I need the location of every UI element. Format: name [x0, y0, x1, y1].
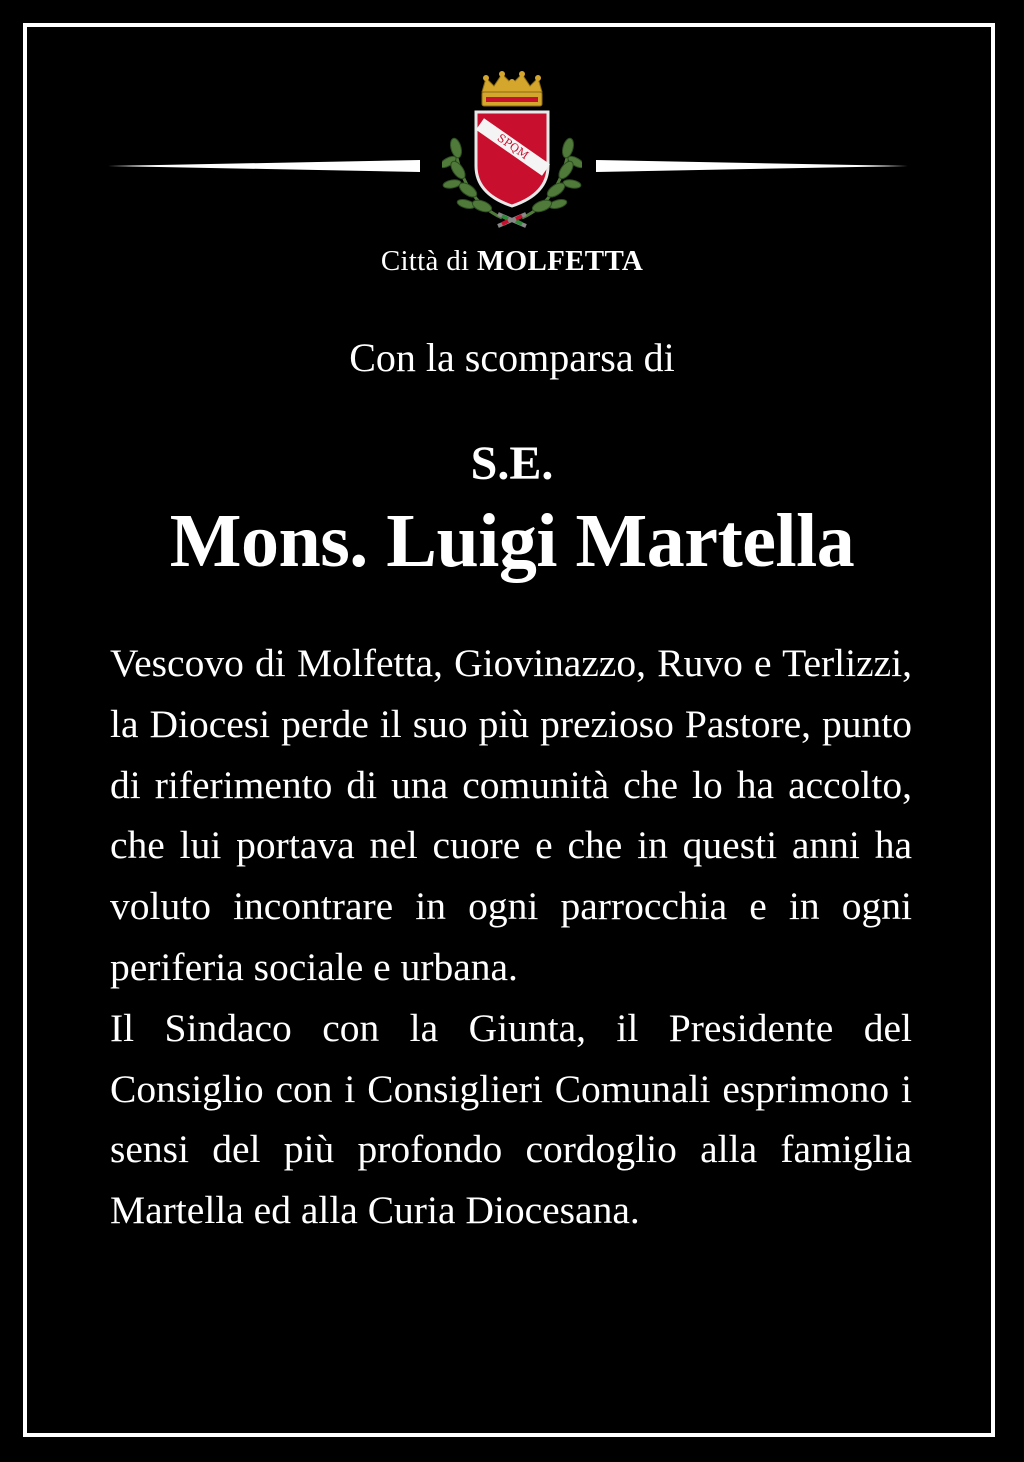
deceased-name: Mons. Luigi Martella: [169, 499, 855, 583]
city-heading: [0, 243, 1024, 279]
city-prefix: Città di: [380, 245, 470, 277]
right-divider-line: [596, 158, 908, 174]
left-divider-line: [108, 158, 420, 174]
coat-of-arms-icon: [442, 70, 582, 230]
intro-line: Con la scomparsa di: [349, 335, 675, 380]
notice-body: [110, 633, 912, 1241]
body-paragraph-2: Il Sindaco con la Giunta, il Presidente del Consiglio con i Consiglieri Comunali esprimono i sensi del più profondo cordoglio alla famiglia Martella ed alla Curia Diocesana.: [110, 1005, 912, 1233]
honorific-title: S.E.: [470, 437, 554, 490]
svg-text:SPQM: SPQM: [494, 131, 532, 163]
body-paragraph-1: Vescovo di Molfetta, Giovinazzo, Ruvo e Terlizzi, la Diocesi perde il suo più prezioso Pastore, punto di riferimento di una comunità che lo ha accolto, che lui portava nel cuore e che in questi anni ha voluto incontrare in ogni parrocchia e in ogni periferia sociale e urbana.: [110, 641, 912, 989]
city-name: MOLFETTA: [476, 245, 644, 277]
